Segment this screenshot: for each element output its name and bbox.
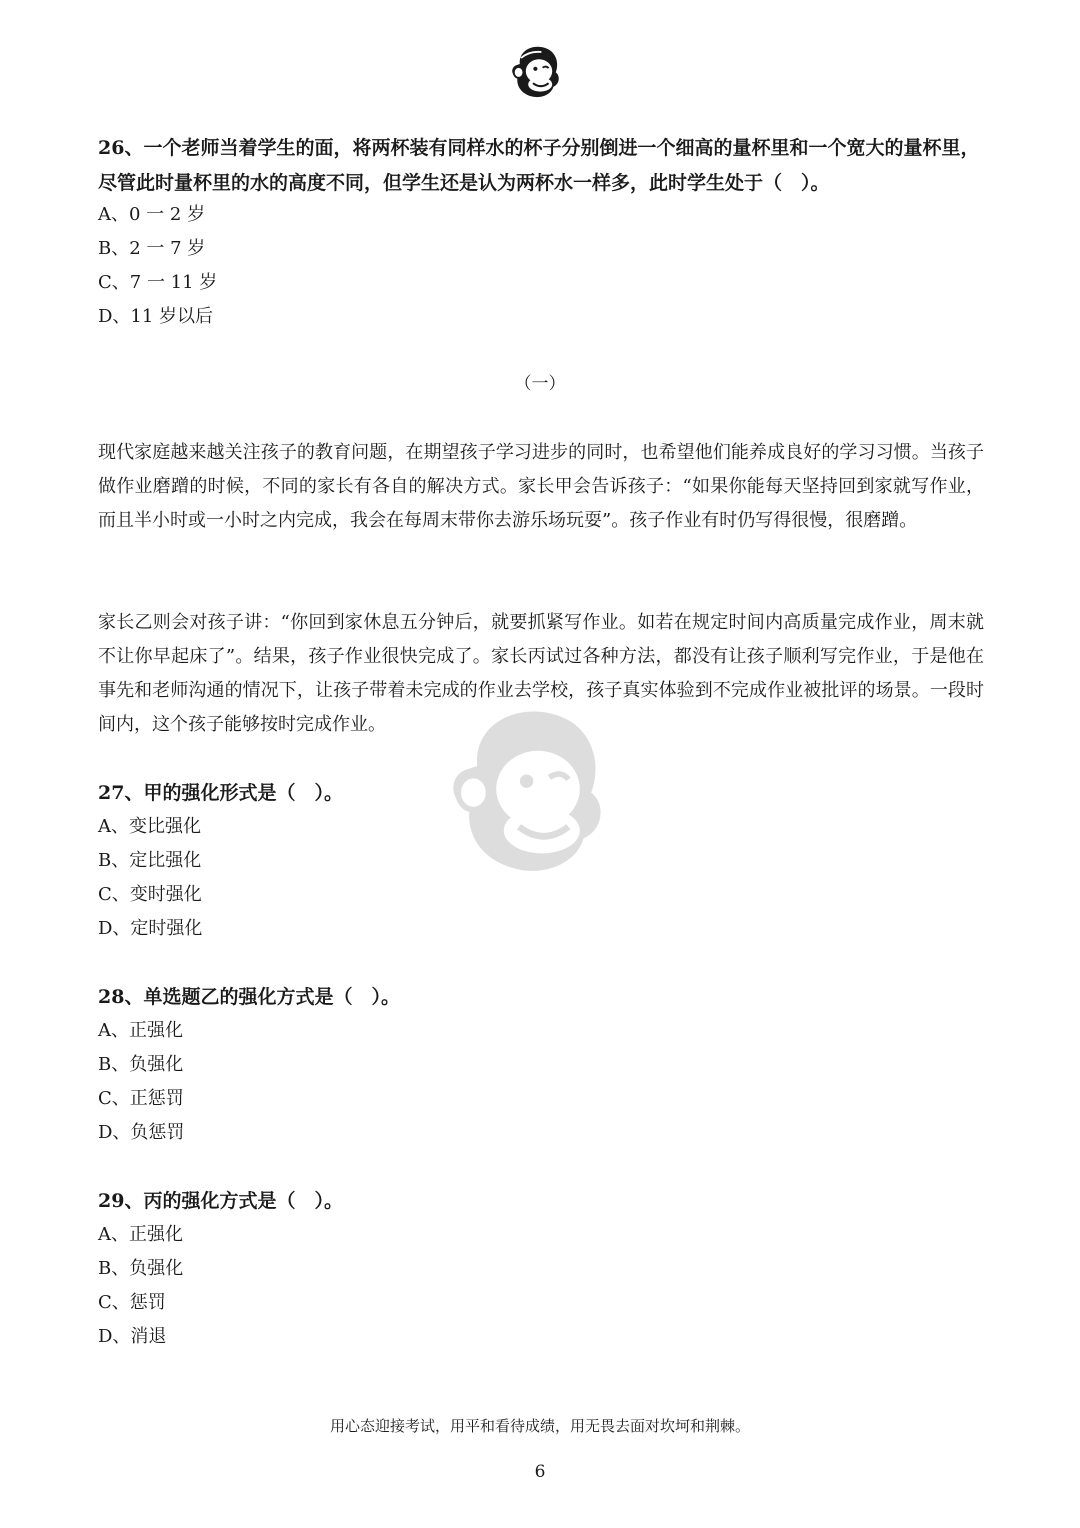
question-28-title: 28、单选题乙的强化方式是（ ）。: [98, 986, 400, 1008]
question-29-options: [98, 1218, 183, 1354]
question-29-option-c[interactable]: C、惩罚: [98, 1292, 166, 1313]
question-28-option-d[interactable]: D、负惩罚: [98, 1122, 185, 1143]
monkey-logo-icon: [503, 40, 563, 100]
question-27-option-a[interactable]: A、变比强化: [98, 816, 201, 837]
page-number: 6: [534, 1462, 546, 1482]
footer-motto: 用心态迎接考试，用平和看待成绩，用无畏去面对坎坷和荆棘。: [329, 1417, 750, 1435]
passage-paragraph-2: 家长乙则会对孩子讲：“你回到家休息五分钟后，就要抓紧写作业。如若在规定时间内高质量完成作业，周末就不让你早起床了”。结果，孩子作业很快完成了。家长丙试过各种方法，都没有让孩子顺利写完作业，于是他在事先和老师沟通的情况下，让孩子带着未完成的作业去学校，孩子真实体验到不完成作业被批评的场景。一段时间内，这个孩子能够按时完成作业。: [98, 612, 984, 735]
question-26-option-c[interactable]: C、7 一 11 岁: [98, 272, 218, 293]
question-29-option-a[interactable]: A、正强化: [98, 1224, 183, 1245]
question-27-title: 27、甲的强化形式是（ ）。: [98, 782, 343, 804]
question-26-title: 26、一个老师当着学生的面，将两杯装有同样水的杯子分别倒进一个细高的量杯里和一个宽大的量杯里，尽管此时量杯里的水的高度不同，但学生还是认为两杯水一样多，此时学生处于（ ）。: [98, 137, 980, 194]
question-26-option-a[interactable]: A、0 一 2 岁: [98, 204, 206, 225]
passage-paragraph-1: 现代家庭越来越关注孩子的教育问题，在期望孩子学习进步的同时，也希望他们能养成良好的学习习惯。当孩子做作业磨蹭的时候，不同的家长有各自的解决方式。家长甲会告诉孩子：“如果你能每天坚持回到家就写作业，而且半小时或一小时之内完成，我会在每周末带你去游乐场玩耍”。孩子作业有时仍写得很慢，很磨蹭。: [98, 442, 984, 531]
question-28-option-c[interactable]: C、正惩罚: [98, 1088, 184, 1109]
question-29-title: 29、丙的强化方式是（ ）。: [98, 1190, 343, 1212]
question-28-options: [98, 1014, 184, 1150]
question-27-option-d[interactable]: D、定时强化: [98, 918, 203, 939]
question-28-option-b[interactable]: B、负强化: [98, 1054, 184, 1075]
question-29-option-d[interactable]: D、消退: [98, 1326, 167, 1347]
question-27-options: [98, 810, 202, 946]
question-28-option-a[interactable]: A、正强化: [98, 1020, 183, 1041]
section-label: （一）: [514, 374, 566, 394]
question-29-option-b[interactable]: B、负强化: [98, 1258, 184, 1279]
question-27-option-b[interactable]: B、定比强化: [98, 850, 202, 871]
question-26-option-b[interactable]: B、2 一 7 岁: [98, 238, 206, 259]
question-26-option-d[interactable]: D、11 岁以后: [98, 306, 214, 327]
question-26-options: [98, 198, 217, 334]
question-27-option-c[interactable]: C、变时强化: [98, 884, 202, 905]
